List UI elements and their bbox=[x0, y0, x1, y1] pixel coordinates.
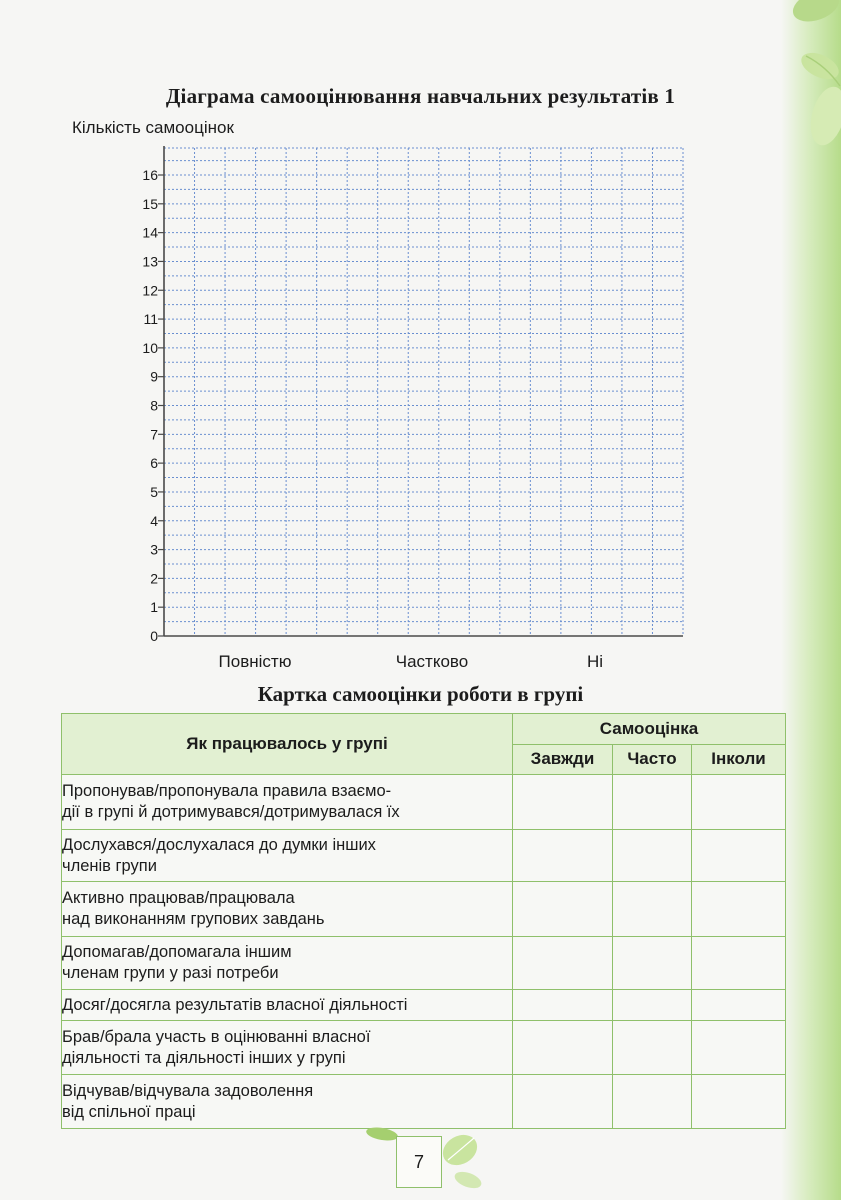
rating-cell-always[interactable] bbox=[513, 1021, 613, 1075]
y-tick-label: 0 bbox=[150, 628, 158, 644]
y-tick-label: 5 bbox=[150, 483, 158, 500]
table-row bbox=[62, 1021, 786, 1075]
criterion-line-2: діяльності та діяльності інших у групі bbox=[62, 1048, 346, 1067]
self-assessment-table bbox=[61, 713, 786, 1129]
criterion-line-1: Активно працював/працювала bbox=[62, 889, 295, 907]
table-row bbox=[62, 775, 786, 830]
x-category-label: Ні bbox=[586, 652, 604, 671]
rating-cell-always[interactable] bbox=[513, 830, 613, 882]
y-tick-label: 8 bbox=[150, 397, 158, 414]
rating-cell-often[interactable] bbox=[613, 830, 692, 882]
card-title: Картка самооцінки роботи в групі bbox=[257, 682, 584, 706]
rating-cell-sometimes[interactable] bbox=[692, 882, 786, 937]
y-tick-label: 16 bbox=[142, 167, 158, 183]
y-tick-label: 14 bbox=[142, 224, 158, 241]
y-tick-label: 3 bbox=[150, 541, 158, 558]
rating-header: Самооцінка bbox=[513, 714, 786, 745]
rating-cell-sometimes[interactable] bbox=[692, 937, 786, 990]
y-tick-label: 10 bbox=[142, 339, 158, 356]
x-category-label: Повністю bbox=[218, 652, 292, 671]
y-tick-label: 15 bbox=[142, 195, 158, 212]
criterion-line-1: Брав/брала участь в оцінюванні власної bbox=[62, 1027, 371, 1046]
y-tick-label: 4 bbox=[150, 512, 158, 529]
y-axis-label: Кількість самооцінок bbox=[72, 118, 234, 137]
criterion-line-2: членів групи bbox=[62, 856, 157, 875]
rating-cell-sometimes[interactable] bbox=[692, 990, 786, 1021]
rating-cell-often[interactable] bbox=[613, 1021, 692, 1075]
y-tick-label: 6 bbox=[150, 455, 158, 472]
x-category-label: Частково bbox=[395, 652, 469, 671]
y-tick-label: 7 bbox=[150, 426, 158, 443]
rating-cell-often[interactable] bbox=[613, 937, 692, 990]
table-row bbox=[62, 830, 786, 882]
rating-cell-sometimes[interactable] bbox=[692, 1075, 786, 1129]
criterion-line-1: Відчував/відчувала задоволення bbox=[62, 1081, 314, 1100]
rating-cell-sometimes[interactable] bbox=[692, 775, 786, 830]
rating-cell-often[interactable] bbox=[613, 775, 692, 830]
criterion-cell bbox=[62, 937, 513, 990]
criterion-line-2: над виконанням групових завдань bbox=[62, 910, 325, 928]
chart-title: Діаграма самооцінювання навчальних результатів 1 bbox=[165, 84, 676, 108]
rating-cell-always[interactable] bbox=[513, 882, 613, 937]
criterion-line-1: Пропонував/пропонувала правила взаємо- bbox=[62, 782, 392, 800]
criteria-header: Як працювалось у групі bbox=[62, 714, 513, 775]
rating-cell-often[interactable] bbox=[613, 1075, 692, 1129]
rating-column-often: Часто bbox=[613, 744, 692, 775]
table-row bbox=[62, 990, 786, 1021]
criterion-cell bbox=[62, 990, 513, 1021]
y-tick-label: 1 bbox=[150, 599, 158, 616]
rating-cell-sometimes[interactable] bbox=[692, 830, 786, 882]
rating-cell-always[interactable] bbox=[513, 775, 613, 830]
criterion-line-1: Досяг/досягла результатів власної діяльності bbox=[62, 995, 408, 1014]
rating-column-always: Завжди bbox=[513, 744, 613, 775]
y-tick-label: 2 bbox=[150, 570, 158, 587]
criterion-line-2: дії в групі й дотримувався/дотримувалася їх bbox=[62, 803, 400, 821]
criterion-cell bbox=[62, 775, 513, 830]
rating-cell-always[interactable] bbox=[513, 1075, 613, 1129]
criterion-line-1: Дослухався/дослухалася до думки інших bbox=[62, 835, 376, 854]
criterion-cell bbox=[62, 830, 513, 882]
criterion-line-1: Допомагав/допомагала іншим bbox=[62, 943, 292, 961]
rating-cell-sometimes[interactable] bbox=[692, 1021, 786, 1075]
criterion-cell bbox=[62, 1021, 513, 1075]
rating-cell-always[interactable] bbox=[513, 937, 613, 990]
y-tick-label: 11 bbox=[143, 311, 158, 328]
rating-cell-always[interactable] bbox=[513, 990, 613, 1021]
page-number: 7 bbox=[396, 1136, 442, 1188]
rating-column-sometimes: Інколи bbox=[692, 744, 786, 775]
table-row bbox=[62, 937, 786, 990]
table-row bbox=[62, 882, 786, 937]
y-tick-label: 12 bbox=[142, 282, 158, 299]
rating-cell-often[interactable] bbox=[613, 990, 692, 1021]
criterion-cell bbox=[62, 882, 513, 937]
y-tick-label: 13 bbox=[142, 253, 158, 270]
rating-cell-often[interactable] bbox=[613, 882, 692, 937]
criterion-line-2: членам групи у разі потреби bbox=[62, 964, 279, 982]
criterion-line-2: від спільної праці bbox=[62, 1102, 196, 1121]
y-tick-label: 9 bbox=[150, 368, 158, 385]
